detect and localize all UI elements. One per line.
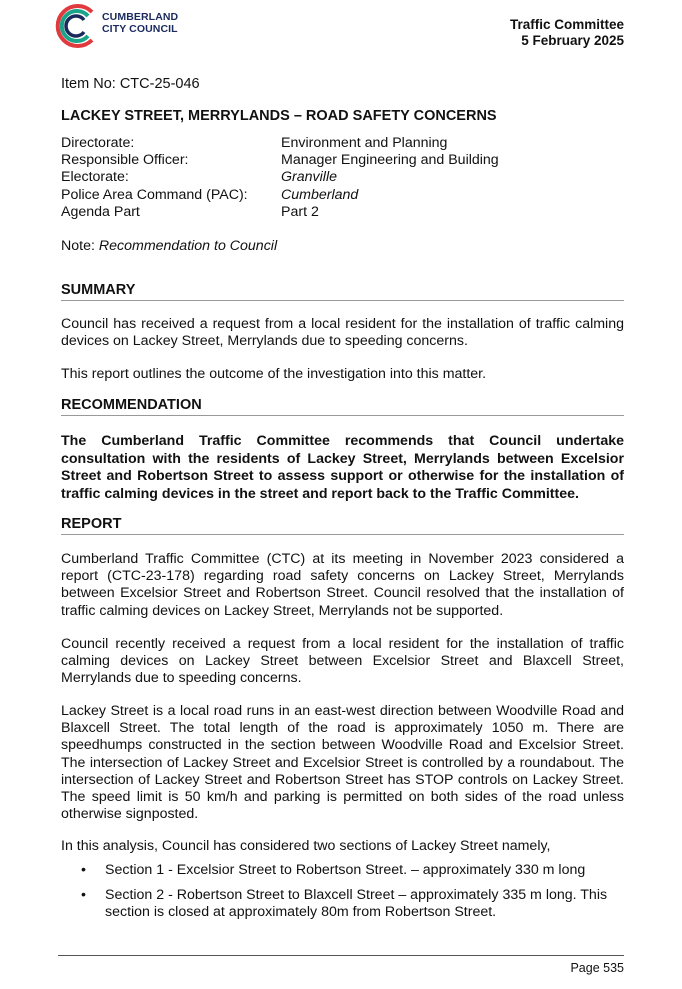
note-label: Note: — [61, 238, 95, 254]
report-paragraph-2: Council recently received a request from a local resident for the installation of traffic calming devices on Lackey Street between Excelsior Street and Blaxcell Street, Merrylands due to speeding concerns. — [61, 636, 624, 687]
report-paragraph-3: Lackey Street is a local road runs in an east-west direction between Woodville Road and Blaxcell Street. The total length of the road is approximately 1050 m. There are speedhumps constructed in the section between Woodville Road and Excelsior Street. The intersection of Lackey Street and Excelsior Street is controlled by a roundabout. The intersection of Lackey Street and Robertson Street has STOP controls on Lackey Street. The speed limit is 50 km/h and parking is permitted on both sides of the road unless otherwise signposted. — [61, 703, 624, 823]
summary-heading: SUMMARY — [61, 282, 624, 301]
report-paragraph-4: In this analysis, Council has considered two sections of Lackey Street namely, — [61, 838, 551, 854]
list-item: • Section 1 - Excelsior Street to Robertson Street. – approximately 330 m long — [61, 862, 624, 879]
meta-value: Part 2 — [281, 203, 319, 220]
logo-line-2: CITY COUNCIL — [102, 22, 178, 35]
meta-value: Environment and Planning — [281, 135, 448, 151]
meeting-date: 5 February 2025 — [521, 33, 624, 48]
logo-line-1: CUMBERLAND — [102, 11, 179, 23]
note-text: Recommendation to Council — [98, 238, 278, 254]
meta-key: Responsible Officer: — [61, 152, 189, 169]
meta-row — [61, 204, 624, 221]
meta-key: Police Area Command (PAC): — [61, 186, 248, 203]
footer-divider — [58, 955, 624, 956]
list-item: • Section 2 - Robertson Street to Blaxcell Street – approximately 335 m long. This section is closed at approximately 80m from Robertson Street. — [61, 887, 624, 921]
committee-name: Traffic Committee — [509, 17, 624, 32]
meta-value: Manager Engineering and Building — [281, 152, 499, 169]
page-number: Page 535 — [570, 961, 624, 975]
council-logo-icon — [52, 0, 100, 52]
meta-key: Agenda Part — [61, 203, 140, 220]
summary-paragraph-2: This report outlines the outcome of the investigation into this matter. — [61, 366, 487, 382]
meta-row — [61, 187, 624, 204]
header-meta — [510, 17, 624, 49]
logo-text — [102, 12, 178, 35]
recommendation-heading: RECOMMENDATION — [61, 397, 624, 416]
summary-paragraph-1: Council has received a request from a local resident for the installation of traffic calming devices on Lackey Street, Merrylands due to speeding concerns. — [61, 316, 624, 350]
meta-table — [61, 135, 624, 221]
note — [61, 238, 624, 254]
meta-key: Directorate: — [61, 135, 135, 151]
report-heading: REPORT — [61, 516, 624, 535]
meta-row — [61, 135, 624, 152]
report-title: LACKEY STREET, MERRYLANDS – ROAD SAFETY CONCERNS — [61, 108, 497, 124]
recommendation-text: The Cumberland Traffic Committee recommends that Council undertake consultation with the residents of Lackey Street, Merrylands between Excelsior Street and Robertson Street to assess support or otherwise for the installation of traffic calming devices in the street and report back to the Traffic Committee. — [61, 433, 624, 502]
meta-value: Cumberland — [281, 186, 359, 203]
item-number: Item No: CTC-25-046 — [61, 76, 200, 92]
meta-row — [61, 152, 624, 169]
council-logo — [52, 0, 212, 52]
report-paragraph-1: Cumberland Traffic Committee (CTC) at its meeting in November 2023 considered a report (CTC-23-178) regarding road safety concerns on Lackey Street, Merrylands between Excelsior Street and Robertson Street. Council resolved that the installation of traffic calming devices on Lackey Street, Merrylands not be supported. — [61, 551, 624, 619]
meta-value: Granville — [281, 169, 337, 186]
section-list — [61, 862, 624, 930]
meta-row — [61, 169, 624, 186]
meta-key: Electorate: — [61, 169, 129, 186]
